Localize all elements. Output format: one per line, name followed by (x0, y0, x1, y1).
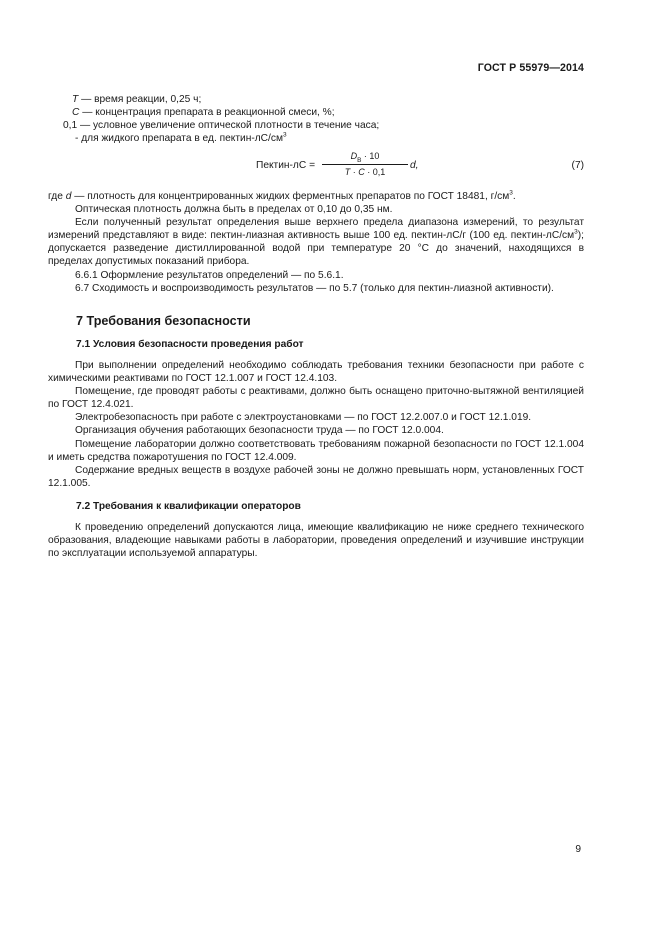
where-d-paragraph: где d — плотность для концентрированных жидких ферментных препаратов по ГОСТ 18481, $г/см^3$. (48, 189, 516, 202)
section-7-heading: 7 Требования безопасности (76, 314, 251, 328)
formula-number: (7) (571, 160, 584, 171)
symbol-C: C (72, 107, 80, 119)
variable-definitions (48, 93, 584, 145)
formula-7 (48, 150, 584, 184)
clause-7-2-p1: К проведению определений допускаются лица, имеющие квалификацию не ниже среднего технического образования, владеющие навыками работы в лаборатории, проведения определений и изучившие инструкции по эксплуатации используемой аппаратуры. (48, 522, 584, 560)
clause-7-1-p3: Электробезопасность при работе с электроустановками — по ГОСТ 12.2.007.0 и ГОСТ 12.1.019. (75, 412, 532, 424)
clause-6-6-1: 6.6.1 Оформление результатов определений — по 5.6.1. (75, 269, 344, 281)
results-block (48, 190, 584, 295)
clause-7-1-p6: Содержание вредных веществ в воздухе рабочей зоны не должно превышать норм, установленных ГОСТ 12.1.005. (48, 464, 584, 489)
formula-numerator: $D_B \cdot 10$ (350, 151, 380, 164)
density-paragraph: Оптическая плотность должна быть в пределах от 0,10 до 0,35 нм. (75, 204, 393, 216)
clause-7-1-p5: Помещение лаборатории должно соответствовать требованиям пожарной безопасности по ГОСТ 12.1.004 и иметь средства пожаротушения по ГОСТ 12.4.009. (48, 438, 584, 463)
formula-tail: d, (410, 160, 419, 171)
page-number: 9 (575, 844, 581, 855)
definition-liquid: - для жидкого препарата в ед. пектин-$лС/см^3$ (75, 131, 287, 145)
formula-lhs: Пектин-лС = (256, 160, 316, 171)
formula-fraction (322, 150, 408, 179)
section-7-2-body (48, 521, 584, 560)
section-7-1-body (48, 359, 584, 490)
section-7-2-heading: 7.2 Требования к квалификации операторов (76, 501, 301, 512)
definition-0-1: 0,1 — условное увеличение оптической плотности в течение часа; (63, 120, 380, 132)
fraction-bar (322, 164, 408, 165)
symbol-T: T (72, 94, 79, 105)
exceed-paragraph: Если полученный результат определения выше верхнего предела диапазона измерений, то результат измерений представляют в виде: пектин-лиазная активность выше 100 ед. пектин-лС/г (100 ед. пектин-$лС/см^3$); допускается разведение дистиллированной водой при температуре 20 °С до значений, находящихся в пределах допустимых показаний прибора. (48, 217, 584, 268)
clause-7-1-p2: Помещение, где проводят работы с реактивами, должно быть оснащено приточно-вытяжной вентиляцией по ГОСТ 12.4.021. (48, 386, 584, 411)
definition-C: C — концентрация препарата в реакционной смеси, %; (72, 107, 335, 119)
document-code: ГОСТ Р 55979—2014 (477, 62, 584, 74)
formula-denominator: T · C · 0,1 (344, 167, 386, 177)
clause-6-7: 6.7 Сходимость и воспроизводимость результатов — по 5.7 (только для пектин-лиазной активности). (75, 282, 554, 294)
clause-7-1-p1: При выполнении определений необходимо соблюдать требования техники безопасности при работе с химическими реактивами по ГОСТ 12.1.007 и ГОСТ 12.4.103. (48, 360, 584, 385)
definition-T: T — время реакции, 0,25 ч; (72, 94, 202, 105)
section-7-1-heading: 7.1 Условия безопасности проведения работ (76, 339, 304, 350)
clause-7-1-p4: Организация обучения работающих безопасности труда — по ГОСТ 12.0.004. (75, 425, 444, 437)
